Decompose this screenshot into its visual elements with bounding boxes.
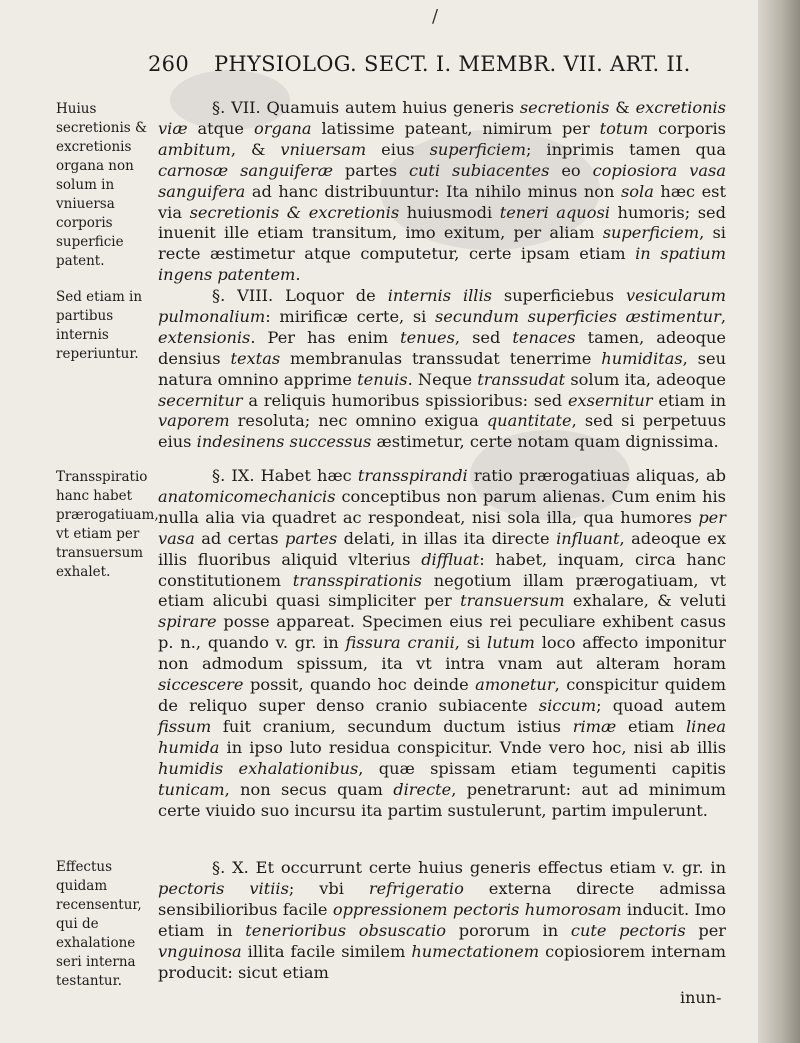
italic-term: anatomicomechanicis — [158, 486, 336, 506]
text-run: , sed si perpetuus eius — [158, 411, 726, 452]
paragraph-text — [158, 858, 726, 983]
running-header — [148, 52, 708, 76]
italic-term: totum — [599, 118, 649, 138]
text-run: §. VIII. Loquor de — [212, 286, 388, 305]
margin-note: Sed etiam in partibus internis reperiuntur. — [56, 289, 143, 362]
italic-term: lutum — [487, 633, 535, 653]
italic-term: humectationem — [411, 941, 540, 961]
text-run: copiosiorem internam producit: sicut etiam — [158, 941, 726, 982]
page-number: 260 — [148, 52, 189, 76]
italic-term: secretionis — [519, 98, 610, 117]
text-run: ad certas — [194, 528, 286, 548]
italic-term: oppressionem pectoris humorosam — [332, 899, 622, 919]
text-run: : habet, inquam, circa hanc constitutionem — [158, 549, 726, 590]
text-run: §. VII. Quamuis autem huius generis — [212, 98, 520, 117]
text-run: humoris; sed inuenit ille etiam transitum, imo exitum, per aliam — [158, 202, 726, 243]
text-run: negotium illam prærogatiuam, vt etiam alicubi quasi simpliciter per — [158, 570, 726, 611]
text-run: , sed — [454, 327, 513, 347]
text-run: in ipso luto residua conspicitur. Vnde vero hoc, nisi ab illis — [219, 737, 726, 757]
margin-note: Transspiratio hanc habet prærogatiuam, vt etiam per transuersum exhalet. — [56, 469, 159, 580]
text-run: exhalare, & veluti — [564, 591, 727, 611]
italic-term: humiditas — [601, 348, 683, 368]
text-run: illita facile similem — [241, 941, 412, 961]
text-run: superficiebus — [491, 286, 626, 305]
italic-term: fissura cranii — [345, 633, 455, 653]
text-run: possit, quando hoc deinde — [243, 675, 476, 695]
text-run: , seu natura omnino apprime — [158, 348, 726, 389]
text-run: , conspicitur quidem de reliquo super denso cranio subiacente — [158, 675, 726, 715]
italic-term: transspirationis — [292, 570, 422, 590]
text-run: , si — [454, 633, 488, 653]
italic-term: vesicularum pulmonalium — [158, 286, 726, 326]
text-run: eius — [366, 139, 430, 159]
text-run: posse appareat. Specimen eius rei peculiare exhibent casus p. n., quando v. gr. in — [158, 612, 726, 653]
text-run: ; vbi — [288, 878, 369, 898]
text-run: , penetrarunt: aut ad minimum certe viuido suo incursu ita partim sustulerunt, partim impulerunt. — [158, 779, 726, 820]
text-run: etiam in — [652, 390, 726, 410]
italic-term: carnosæ sanguiferæ — [158, 160, 333, 180]
text-run: , non secus quam — [224, 779, 394, 799]
paragraph-x — [158, 858, 726, 983]
text-run: & — [609, 98, 636, 117]
italic-term: organa — [253, 118, 312, 138]
margin-note: Effectus quidam recensentur, qui de exhalatione seri interna testantur. — [56, 859, 142, 989]
italic-term: refrigeratio — [368, 878, 464, 898]
italic-term: secundum superficies æstimentur — [435, 306, 721, 326]
text-run: , si recte æstimetur atque computetur, certe ipsam etiam — [158, 223, 726, 264]
text-run: corporis — [648, 118, 726, 138]
text-run: resoluta; nec omnino exigua — [229, 411, 487, 431]
text-run: inducit. Imo etiam in — [158, 899, 726, 940]
text-run: atque — [187, 118, 254, 138]
text-run: ad hanc distribuuntur: Ita nihilo minus non — [245, 181, 621, 201]
text-run: , quæ spissam etiam tegumenti capitis — [358, 758, 726, 778]
text-run: . — [295, 265, 301, 285]
italic-term: copiosiora vasa sanguifera — [158, 160, 726, 201]
italic-term: secretionis & excretionis — [189, 202, 400, 222]
paragraph-viii — [158, 286, 726, 453]
italic-term: tenuis — [357, 369, 408, 389]
italic-term: secernitur — [158, 390, 243, 410]
text-run: a reliquis humoribus spissioribus: sed — [242, 390, 568, 410]
page-gutter-shadow — [758, 0, 800, 1043]
text-run: tamen, adeoque densius — [158, 327, 727, 368]
italic-term: tenues — [400, 327, 455, 347]
italic-term: teneri aquosi — [499, 202, 610, 222]
text-run: pororum in — [446, 920, 571, 940]
paragraph-vii — [158, 98, 726, 286]
text-run: §. IX. Habet hæc — [212, 466, 358, 485]
text-run: : mirificæ certe, si — [265, 306, 435, 326]
italic-term: transspirandi — [357, 466, 468, 485]
italic-term: tenerioribus obsuscatio — [245, 920, 447, 940]
text-run: , & — [230, 139, 281, 159]
running-title: PHYSIOLOG. SECT. I. MEMBR. VII. ART. II. — [213, 52, 691, 76]
text-run: conceptibus non parum alienas. Cum enim his nulla alia via quadret ac respondeat, nisi sola illa, qua humores — [158, 486, 726, 527]
text-run: delati, in illas ita directe — [337, 528, 557, 548]
text-run: fuit cranium, secundum ductum istius — [211, 716, 573, 736]
italic-term: vaporem — [158, 411, 230, 431]
italic-term: transuersum — [460, 591, 565, 611]
paragraph-text — [158, 286, 726, 453]
italic-term: partes — [285, 528, 338, 548]
text-run: solum ita, adeoque — [565, 369, 726, 389]
text-run: æstimetur, certe notam quam dignissima. — [371, 432, 719, 452]
text-run: eo — [549, 160, 593, 180]
catchword: inun- — [680, 988, 722, 1007]
italic-term: sola — [620, 181, 654, 201]
italic-term: transsudat — [477, 369, 566, 389]
margin-note: Huius secretionis & excretionis organa non solum in vniuersa corporis superficie patent. — [56, 101, 148, 269]
italic-term: siccum — [538, 695, 597, 715]
paragraph-text — [158, 466, 726, 821]
italic-term: cute pectoris — [570, 920, 686, 940]
text-run: . Per has enim — [250, 327, 401, 347]
text-run: ratio prærogatiuas aliquas, ab — [467, 466, 727, 485]
text-run: etiam — [616, 716, 686, 736]
text-run: ; quoad autem — [596, 695, 726, 715]
italic-term: tenaces — [512, 327, 576, 347]
italic-term: fissum — [158, 716, 212, 736]
italic-term: excretionis viæ — [158, 98, 726, 138]
italic-term: quantitate — [486, 411, 572, 431]
italic-term: superficiem — [602, 223, 700, 243]
italic-term: directe — [393, 779, 452, 799]
italic-term: superficiem — [429, 139, 526, 159]
italic-term: vnguinosa — [158, 941, 242, 961]
text-run: , — [720, 306, 726, 326]
text-run: membranulas transsudat tenerrime — [280, 348, 602, 368]
italic-term: per vasa — [158, 507, 726, 548]
text-run: loco affecto imponitur non admodum spissum, ita vt intra vnam aut alteram horam — [158, 633, 727, 674]
italic-term: indesinens successus — [196, 432, 372, 452]
italic-term: ambitum — [158, 139, 231, 159]
text-run: ; inprimis tamen qua — [525, 139, 726, 159]
text-run: partes — [332, 160, 409, 180]
paragraph-text — [158, 98, 726, 286]
text-run: . Neque — [407, 369, 478, 389]
italic-term: spirare — [158, 612, 217, 632]
italic-term: in spatium ingens patentem — [158, 244, 726, 285]
text-run: §. X. Et occurrunt certe huius generis effectus etiam v. gr. in — [212, 858, 726, 877]
italic-term: textas — [230, 348, 281, 368]
italic-term: humidis exhalationibus — [158, 758, 359, 778]
italic-term: tunicam — [158, 779, 225, 799]
page-mark: / — [432, 6, 439, 27]
italic-term: diffluat — [421, 549, 480, 569]
paragraph-ix — [158, 466, 726, 821]
italic-term: extensionis — [158, 327, 251, 347]
italic-term: cuti subiacentes — [408, 160, 550, 180]
text-run: externa directe admissa sensibilioribus facile — [158, 878, 726, 919]
text-run: hæc est via — [158, 181, 726, 222]
italic-term: rimæ — [572, 716, 617, 736]
text-run: , adeoque ex illis fluoribus aliquid vlterius — [158, 528, 727, 569]
italic-term: internis illis — [387, 286, 492, 305]
italic-term: exsernitur — [567, 390, 653, 410]
text-run: huiusmodi — [399, 202, 500, 222]
italic-term: linea humida — [158, 716, 726, 757]
text-run: latissime pateant, nimirum per — [311, 118, 600, 138]
italic-term: siccescere — [158, 675, 244, 695]
italic-term: pectoris vitiis — [158, 878, 289, 898]
italic-term: influant — [556, 528, 620, 548]
italic-term: amonetur — [475, 675, 555, 695]
text-run: per — [685, 920, 727, 940]
italic-term: vniuersam — [280, 139, 367, 159]
